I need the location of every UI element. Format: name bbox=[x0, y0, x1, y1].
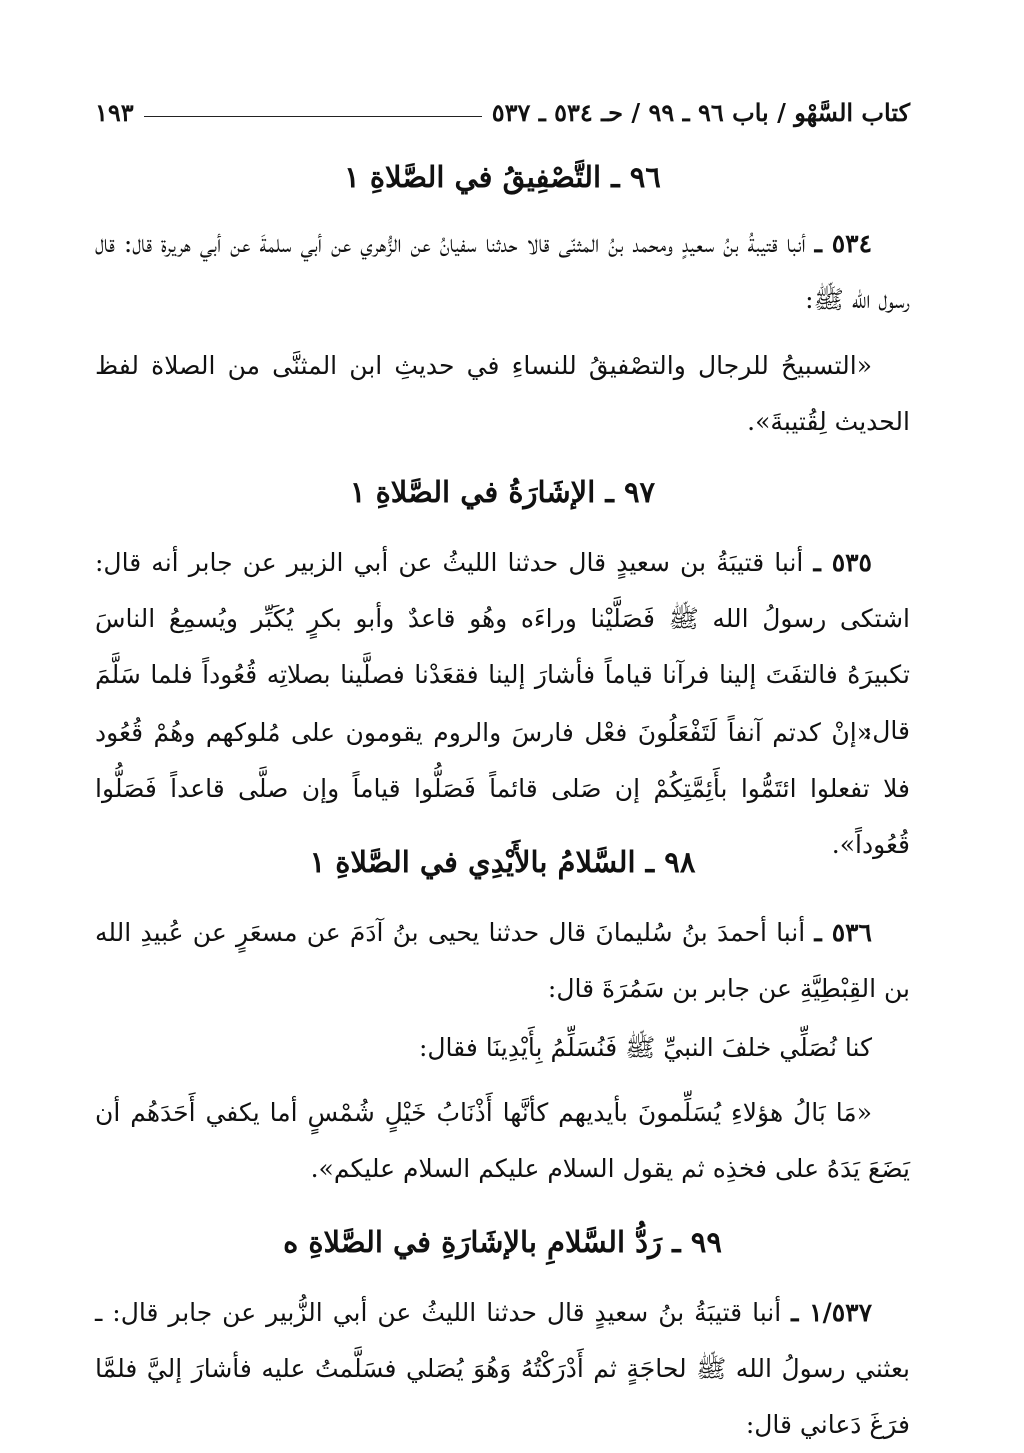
hadith-537 bbox=[95, 1285, 910, 1453]
hadith-536-report bbox=[95, 1020, 910, 1076]
hadith-text: أنبا قتيبةُ بنُ سعيدٍ ومحمد بنُ المثنّى قالا حدثنا سفيانُ عن الزُّهري عن أبي سلمةَ عن أبي هريرة قال: قال رسول الله ﷺ: bbox=[95, 229, 910, 314]
hadith-534 bbox=[95, 216, 910, 328]
hadith-text: كنا نُصَلِّي خلفَ النبيِّ ﷺ فَنُسَلِّمُ بِأَيْدِينَا فقال: bbox=[418, 1033, 872, 1062]
hadith-text: أنبا قتيبَةُ بنُ سعيدٍ قال حدثنا الليثُ عن أبي الزُّبير عن جابر قال: ـ بعثني رسولُ الله ﷺ لحاجَةٍ ثم أَدْرَكْتُهُ وَهُوَ يُصَلي فسَلَّمتُ عليه فأشارَ إليَّ فلمَّا فرَغَ دَعاني قال: bbox=[95, 1298, 910, 1439]
hadith-text: «التسبيحُ للرجال والتصْفيقُ للنساءِ في حديثِ ابن المثنَّى من الصلاة لفظ الحديث لِقُتيبةَ». bbox=[95, 351, 910, 436]
hadith-number: ١/٥٣٧ ـ bbox=[791, 1298, 873, 1327]
page-number: ١٩٣ bbox=[95, 97, 134, 127]
hadith-text: أنبا قتيبَةُ بن سعيدٍ قال حدثنا الليثُ عن أبي الزبير عن جابر أنه قال: اشتكى رسولُ الله ﷺ فَصَلَّيْنا وراءَه وهُو قاعدٌ وأبو بكرٍ يُكَبِّر ويُسمِعُ الناسَ تكبيرَهُ فالتفَتَ إلينا فرآنا قياماً فأشارَ إلينا فقعَدْنا فصلَّينا بصلاتِه قُعُوداً فلما سَلَّمَ قال: bbox=[95, 548, 910, 745]
section-heading-99: ٩٩ ـ رَدُّ السَّلامِ بالإشَارَةِ في الصَّلاةِ ه bbox=[283, 1225, 722, 1259]
hadith-536 bbox=[95, 905, 910, 1017]
section-heading-98: ٩٨ ـ السَّلامُ بالأَيْدِي في الصَّلاةِ ١ bbox=[309, 845, 696, 879]
hadith-text: أنبا أحمدَ بنُ سُليمانَ قال حدثنا يحيى بنُ آدَمَ عن مسعَرٍ عن عُبيدِ الله بن القِبْطِيَّةِ عن جابر بن سَمُرَةَ قال: bbox=[95, 918, 910, 1003]
section-heading-97: ٩٧ ـ الإشَارَةُ في الصَّلاةِ ١ bbox=[349, 475, 656, 509]
hadith-number: ٥٣٤ ـ bbox=[814, 229, 873, 258]
hadith-number: ٥٣٦ ـ bbox=[814, 918, 872, 947]
hadith-534-matn bbox=[95, 338, 910, 450]
header-rule bbox=[144, 116, 482, 117]
section-heading-96: ٩٦ ـ التَّصْفِيقُ في الصَّلاةِ ١ bbox=[344, 160, 661, 194]
header-title: كتاب السَّهْو / باب ٩٦ ـ ٩٩ / حـ ٥٣٤ ـ ٥٣٧ bbox=[491, 97, 910, 127]
running-header bbox=[95, 92, 910, 132]
hadith-text: «مَا بَالُ هؤلاءِ يُسَلِّمونَ بأيديهم كأنَّها أَذْنَابُ خَيْلٍ شُمْسٍ أما يكفي أَحَدَهُم أن يَضَعَ يَدَهُ على فخذِه ثم يقول السلام عليكم السلام عليكم». bbox=[95, 1098, 910, 1183]
hadith-number: ٥٣٥ ـ bbox=[813, 548, 872, 577]
hadith-536-matn bbox=[95, 1085, 910, 1197]
hadith-text: «إنْ كدتم آنفاً لَتَفْعَلُونَ فعْل فارسَ والروم يقومون على مُلوكهم وهُمْ قُعُود فلا تفعلوا ائتَمُّوا بأَئِمَّتِكُمْ إن صَلى قائماً فَصَلُّوا قياماً وإن صلَّى قاعداً فَصَلُّوا قُعُوداً». bbox=[95, 718, 910, 859]
